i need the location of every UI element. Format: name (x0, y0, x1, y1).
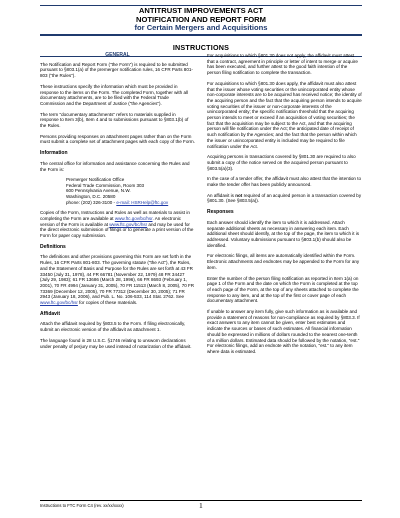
header-title-line1: ANTITRUST IMPROVEMENTS ACT (138, 6, 264, 15)
affidavit-heading: Affidavit (40, 310, 60, 317)
address-line-4: Washington, D.C. 20580 (66, 194, 116, 200)
form-header (40, 5, 362, 57)
responses-paragraph-3: Enter the number of the person filing notification as reported in Item 1(a) on page 1 of the Form and the date on which the Form is completed at the top of each page of the Form, at the top of any sheets attached to complete the response to any item, and at the top of the first or cover page of each documentary attachment. (207, 275, 359, 304)
responses-paragraph-1: Each answer should identify the item to which it is addressed. Attach separate additional sheets as necessary in answering each item. Each additional sheet should identify, at the top of the page, the item to which it is addressed. Voluntary submissions pursuant to §803.1(b) should also be identified. (207, 219, 360, 248)
definitions-text-b: for copies of these materials. (77, 300, 138, 306)
instructions-heading: INSTRUCTIONS (172, 42, 230, 52)
email-link[interactable]: e-mail: HSRHelp@ftc.gov (116, 199, 169, 205)
copies-text-b: . An electronic version of the Form is available at (40, 215, 182, 227)
header-title-line3: for Certain Mergers and Acquisitions (134, 23, 268, 33)
affidavit-paragraph-3: For acquisitions to which §801.30 does not apply, the affidavit must attest that a contract, agreement in principle or letter of intent to merge or acquire has been executed, and further attest to the good faith intention of the person filing notification to complete the transaction. (207, 53, 358, 76)
definitions-heading: Definitions (40, 243, 66, 250)
copies-text-c: and may be used for the direct electronic submission of filings or to generate a print version of the Form for paper copy submission. (40, 221, 194, 239)
information-paragraph: The central office for information and assistance concerning the Rules and the Form is: (40, 160, 190, 172)
affidavit-7-text-a: An affidavit is (207, 192, 236, 198)
information-heading: Information (40, 150, 68, 157)
address-line-2: Federal Trade Commission, Room 303 (66, 182, 145, 188)
general-paragraph-2: These instructions specify the information which must be provided in response to the items on the Form. The completed Form, together with all documentary attachments, are to be filed with the Federal Trade Commission and the Department of Justice ("the Agencies"). (40, 83, 189, 106)
address-contact-line (66, 200, 195, 206)
definitions-paragraph (40, 254, 195, 305)
footer-text: Instructions to FTC Form C4 (rev. xx/xx/xxxx) (40, 503, 124, 508)
general-paragraph-3: The term "documentary attachments" refers to materials supplied in response to Item 3(b), Item 4 and to submissions pursuant to §803.1(b) of the Rules. (40, 111, 189, 129)
copies-paragraph (40, 210, 195, 239)
page-number: 1 (199, 501, 203, 510)
general-paragraph-4: Persons providing responses on attachment pages rather than on the Form must submit a complete set of attachment pages with each copy of the Form. (40, 133, 195, 145)
phone-text: phone: (202) 326-3100 - (66, 199, 117, 205)
office-address (40, 177, 195, 205)
responses-paragraph-4: If unable to answer any item fully, give such information as is available and provide a statement of reasons for non-compliance as required by §803.3. If exact answers to any item cannot be given, enter best estimates and indicate the sources or bases of such estimates. All financial information should be expressed in millions of dollars rounded to the nearest one-tenth of a million dollars. Estimated data should be followed by the notation, "est." For electronic filings, add an endnote with the notation, "est." to any item where data is estimated. (207, 309, 360, 354)
general-paragraph-1: The Notification and Report Form ("the Form") is required to be submitted pursuant to §803.1(a) of the premerger notification rules, 16 CFR Parts 801-803 ("the Rules"). (40, 61, 193, 79)
affidavit-paragraph-4: For acquisitions to which §801.30 does apply, the affidavit must also attest that the issuer whose voting securities or the unincorporated entity whose non-corporate interests are to be acquired has received notice; the identity of the acquiring person and the fact that the acquiring person intends to acquire voting securities of the issuer or non-corporate interests of the unincorporated entity; the specific notification threshold that the acquiring person intends to meet or exceed if an acquisition of voting securities; the fact that the acquisition may be subject to the Act, and that the acquiring person will file notification under the Act; the anticipated date of receipt of such notification by the Agencies; and the fact that the person within which the issuer or unincorporated entity is included may be required to file notification under the Act. (207, 80, 362, 149)
left-column (40, 53, 195, 354)
affidavit-paragraph-6: In the case of a tender offer, the affidavit must also attest that the intention to make the tender offer has been publicly announced. (207, 176, 362, 188)
address-line-3: 600 Pennsylvania Avenue, N.W. (66, 188, 131, 194)
responses-heading: Responses (207, 209, 234, 216)
hsr-website-link-2[interactable]: www.ftc.gov/bc/hsr (109, 221, 148, 227)
affidavit-paragraph-1: Attach the affidavit required by §803.5 to the Form. If filing electronically, submit an electronic version of the affidavit as attachment 1. (40, 321, 186, 333)
copies-text-a: Copies of the Form, Instructions and Rules as well as materials to assist in completing the Form are available at (40, 210, 190, 221)
affidavit-7-text-b: required of an acquired person in a transaction covered by §801.30. (See §803.5(a)). (207, 192, 362, 204)
definitions-text-a: The definitions and other provisions governing this Form are set forth in the Rules, 16 CFR Parts 801-803. The governing statute ("the Act"), the Rules, and the Statement of Basis and Purpose for the Rules are set forth at 43 FR 33450 (July 31, 1978), 44 FR 66781 (November 22, 1979) 48 FR 34427 (July 29, 1983); 61 FR 13686 (March 28, 1996), 66 FR 8693 (February 1, 2001), 70 FR 4994 (January 31, 2005), 70 FR 11513 (March 8, 2005), 70 FR 73369 (December 12, 2005), 70 FR 77312 (December 30, 2005); 71 FR 2943 (January 18, 2006), and Pub. L. No. 106-533, 114 Stat. 2762. See (40, 254, 195, 300)
affidavit-paragraph-7 (207, 193, 362, 204)
hsr-website-link[interactable]: www.ftc.gov/bc/hsr (114, 215, 153, 221)
address-line-1: Premerger Notification Office (66, 177, 125, 183)
affidavit-7-not: not (235, 192, 243, 198)
responses-paragraph-2: For electronic filings, all items are automatically identified within the Form. Electronic attachments and endnotes may be appended to the Form for any item. (207, 253, 360, 270)
affidavit-paragraph-2: The language found in 28 U.S.C. §1746 relating to unsworn declarations under penalty of perjury may be used instead of notarization of the affidavit. (40, 337, 192, 349)
hsr-website-link-3[interactable]: www.ftc.gov/bc/hsr (40, 300, 78, 306)
general-heading: GENERAL (105, 52, 130, 58)
right-column (207, 53, 362, 360)
affidavit-paragraph-5: Acquiring persons in transactions covered by §801.30 are required to also submit a copy of the notice served on the acquired person pursuant to §803.5(a)(3). (207, 154, 356, 171)
header-title-line2: NOTIFICATION AND REPORT FORM (136, 14, 266, 24)
